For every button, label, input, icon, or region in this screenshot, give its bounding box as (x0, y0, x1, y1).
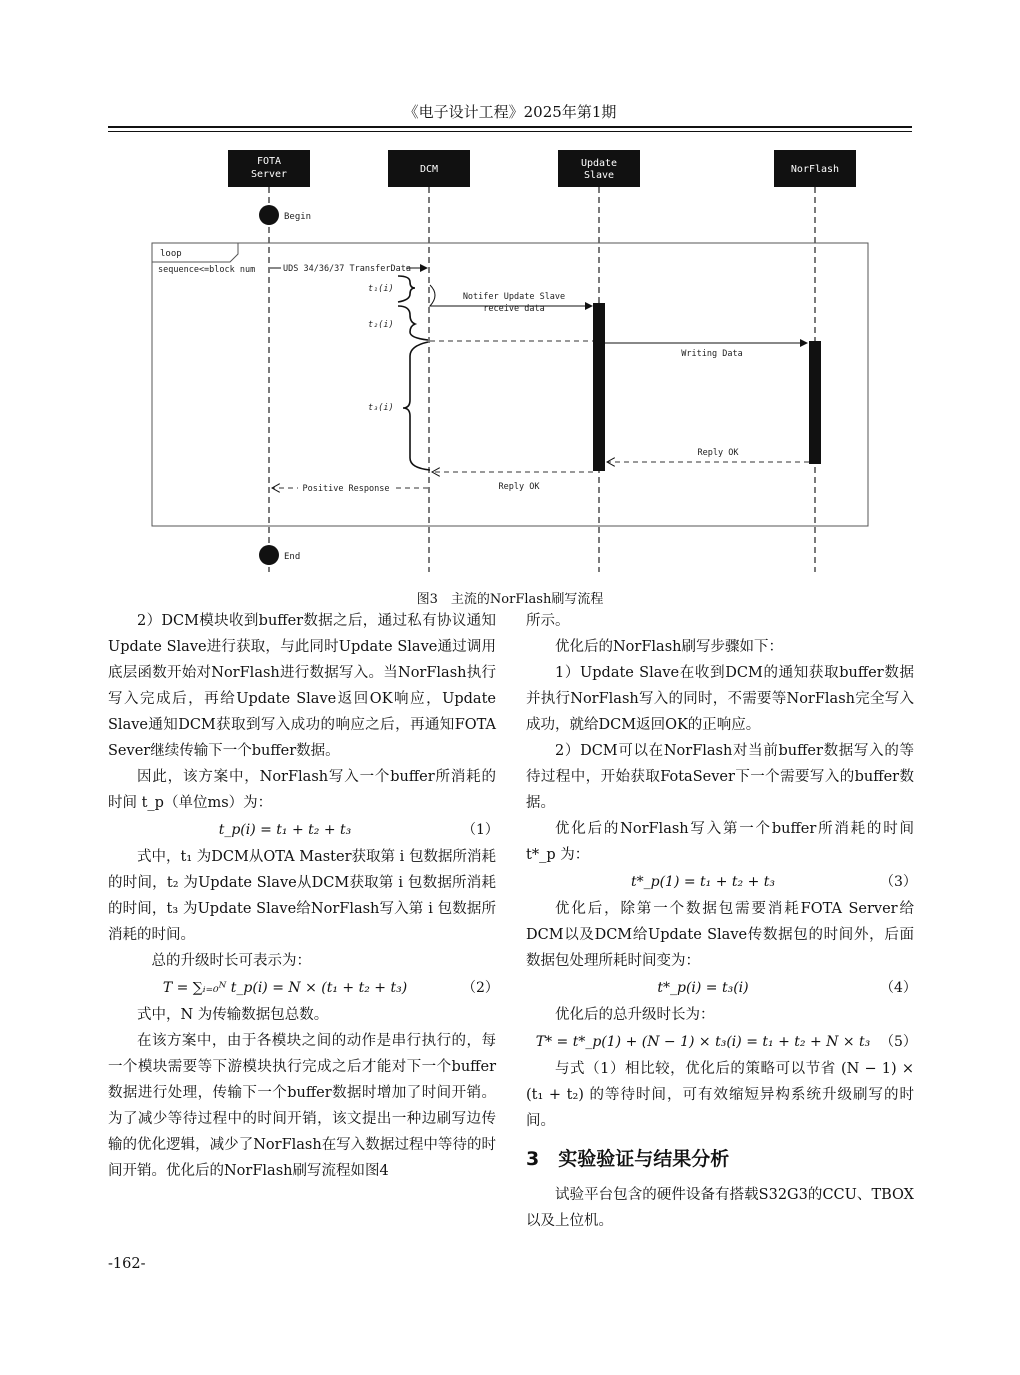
equation-2-number: （2） (462, 980, 499, 996)
figure-caption: 图3 主流的NorFlash刷写流程 (416, 592, 604, 607)
journal-header: 《电子设计工程》2025年第1期 (403, 103, 617, 121)
equation-5 (526, 1028, 917, 1056)
msg-writing-label: Writing Data (681, 349, 743, 359)
msg-transfer-label: UDS 34/36/37 TransferData (283, 264, 411, 274)
begin-node (259, 205, 279, 225)
right-column (526, 608, 917, 1234)
t3-brace (403, 342, 430, 470)
actor-fota-line1: FOTA (256, 156, 282, 167)
msg-notify-line2: receive data (483, 304, 545, 314)
right-p5: 优化后，除第一个数据包需要消耗FOTA Server给DCM以及DCM给Update Slave传数据包的时间外，后面数据包处理所耗时间变为： (526, 901, 914, 969)
t2-brace (398, 306, 428, 340)
msg-positive-label: Positive Response (302, 484, 390, 494)
left-p4: 总的升级时长可表示为： (151, 953, 311, 969)
activation-update-slave (593, 303, 605, 471)
actor-dcm-label: DCM (419, 164, 439, 175)
msg-notify-line1: Notifer Update Slave (462, 292, 566, 302)
begin-label: Begin (284, 212, 312, 222)
actor-slave-line1: Update (580, 158, 618, 169)
activation-norflash (809, 341, 821, 464)
actor-dcm (388, 150, 470, 187)
equation-1-body: t_p(i) = t₁ + t₂ + t₃ (218, 822, 352, 838)
equation-2-body: T = ∑ᵢ₌₀ᴺ t_p(i) = N × (t₁ + t₂ + t₃) (162, 980, 408, 996)
sequence-diagram (0, 0, 1020, 600)
equation-5-body: T* = t*_p(1) + (N − 1) × t₃(i) = t₁ + t₂ + N × t₃ (535, 1034, 871, 1050)
page-number: -162- (108, 1256, 146, 1272)
equation-4 (526, 974, 917, 1002)
end-node (259, 545, 279, 565)
loop-label: loop (160, 249, 182, 259)
right-p1: 优化后的NorFlash刷写步骤如下： (555, 639, 783, 655)
loop-condition: sequence<=block num (158, 265, 256, 275)
t3-label: t₃(i) (368, 403, 394, 413)
right-p4: 优化后的NorFlash写入第一个buffer所消耗的时间 t*_p 为： (526, 821, 914, 863)
equation-4-number: （4） (880, 980, 917, 996)
left-p6: 在该方案中，由于各模块之间的动作是串行执行的，每一个模块需要等下游模块执行完成之后才能对下一个buffer数据进行处理，传输下一个buffer数据时增加了时间开销。为了减少等待过程中的时间开销，该文提出一种边刷写边传输的优化逻辑，减少了NorFlash在写入数据过程中等待的时间开销。优化后的NorFlash刷写流程如图4 (108, 1033, 496, 1179)
equation-1 (108, 816, 499, 844)
t2-label: t₂(i) (368, 320, 394, 330)
right-p6: 优化后的总升级时长为： (555, 1007, 715, 1023)
left-p2: 因此，该方案中，NorFlash写入一个buffer所消耗的时间 t_p（单位ms）为： (108, 769, 496, 811)
equation-3-number: （3） (880, 874, 917, 890)
right-p8: 试验平台包含的硬件设备有搭载S32G3的CCU、TBOX以及上位机。 (526, 1187, 914, 1229)
t1-brace (398, 276, 415, 302)
actor-slave-line2: Slave (583, 170, 615, 181)
right-p7: 与式（1）相比较，优化后的策略可以节省 (N − 1) × (t₁ + t₂) 的等待时间，可有效缩短异构系统升级刷写的时间。 (526, 1061, 914, 1129)
actor-update-slave (558, 150, 640, 187)
equation-3-body: t*_p(1) = t₁ + t₂ + t₃ (630, 874, 776, 890)
actor-fota-line2: Server (250, 169, 288, 180)
actor-norflash-label: NorFlash (790, 164, 840, 175)
end-label: End (284, 552, 301, 562)
t1-label: t₁(i) (368, 284, 394, 294)
equation-1-number: （1） (462, 822, 499, 838)
right-p2: 1）Update Slave在收到DCM的通知获取buffer数据并执行NorFlash写入的同时，不需要等NorFlash完全写入成功，就给DCM返回OK的正响应。 (526, 665, 914, 733)
left-p1: 2）DCM模块收到buffer数据之后，通过私有协议通知Update Slave进行获取，与此同时Update Slave通过调用底层函数开始对NorFlash进行数据写入。当NorFlash执行写入完成后，再给Update Slave返回OK响应，Update Slave通知DCM获取到写入成功的响应之后，再通知FOTA Sever继续传输下一个buffer数据。 (108, 613, 496, 759)
equation-4-body: t*_p(i) = t₃(i) (657, 980, 749, 996)
actor-norflash (774, 150, 856, 187)
equation-2 (108, 974, 499, 1002)
equation-3 (526, 868, 917, 896)
left-p5: 式中，N 为传输数据包总数。 (137, 1007, 329, 1023)
right-p0: 所示。 (526, 613, 570, 629)
actor-fota-server (228, 150, 310, 187)
msg-reply-ok-2-label: Reply OK (498, 482, 540, 492)
equation-5-number: （5） (880, 1034, 917, 1050)
msg-reply-ok-1-label: Reply OK (697, 448, 739, 458)
left-p3: 式中，t₁ 为DCM从OTA Master获取第 i 包数据所消耗的时间，t₂ 为Update Slave从DCM获取第 i 包数据所消耗的时间，t₃ 为Update Slave给NorFlash写入第 i 包数据所消耗的时间。 (108, 849, 496, 943)
section-heading: 3 实验验证与结果分析 (526, 1148, 730, 1170)
right-p3: 2）DCM可以在NorFlash对当前buffer数据写入的等待过程中，开始获取FotaSever下一个需要写入的buffer数据。 (526, 743, 914, 811)
left-column (108, 608, 499, 1184)
